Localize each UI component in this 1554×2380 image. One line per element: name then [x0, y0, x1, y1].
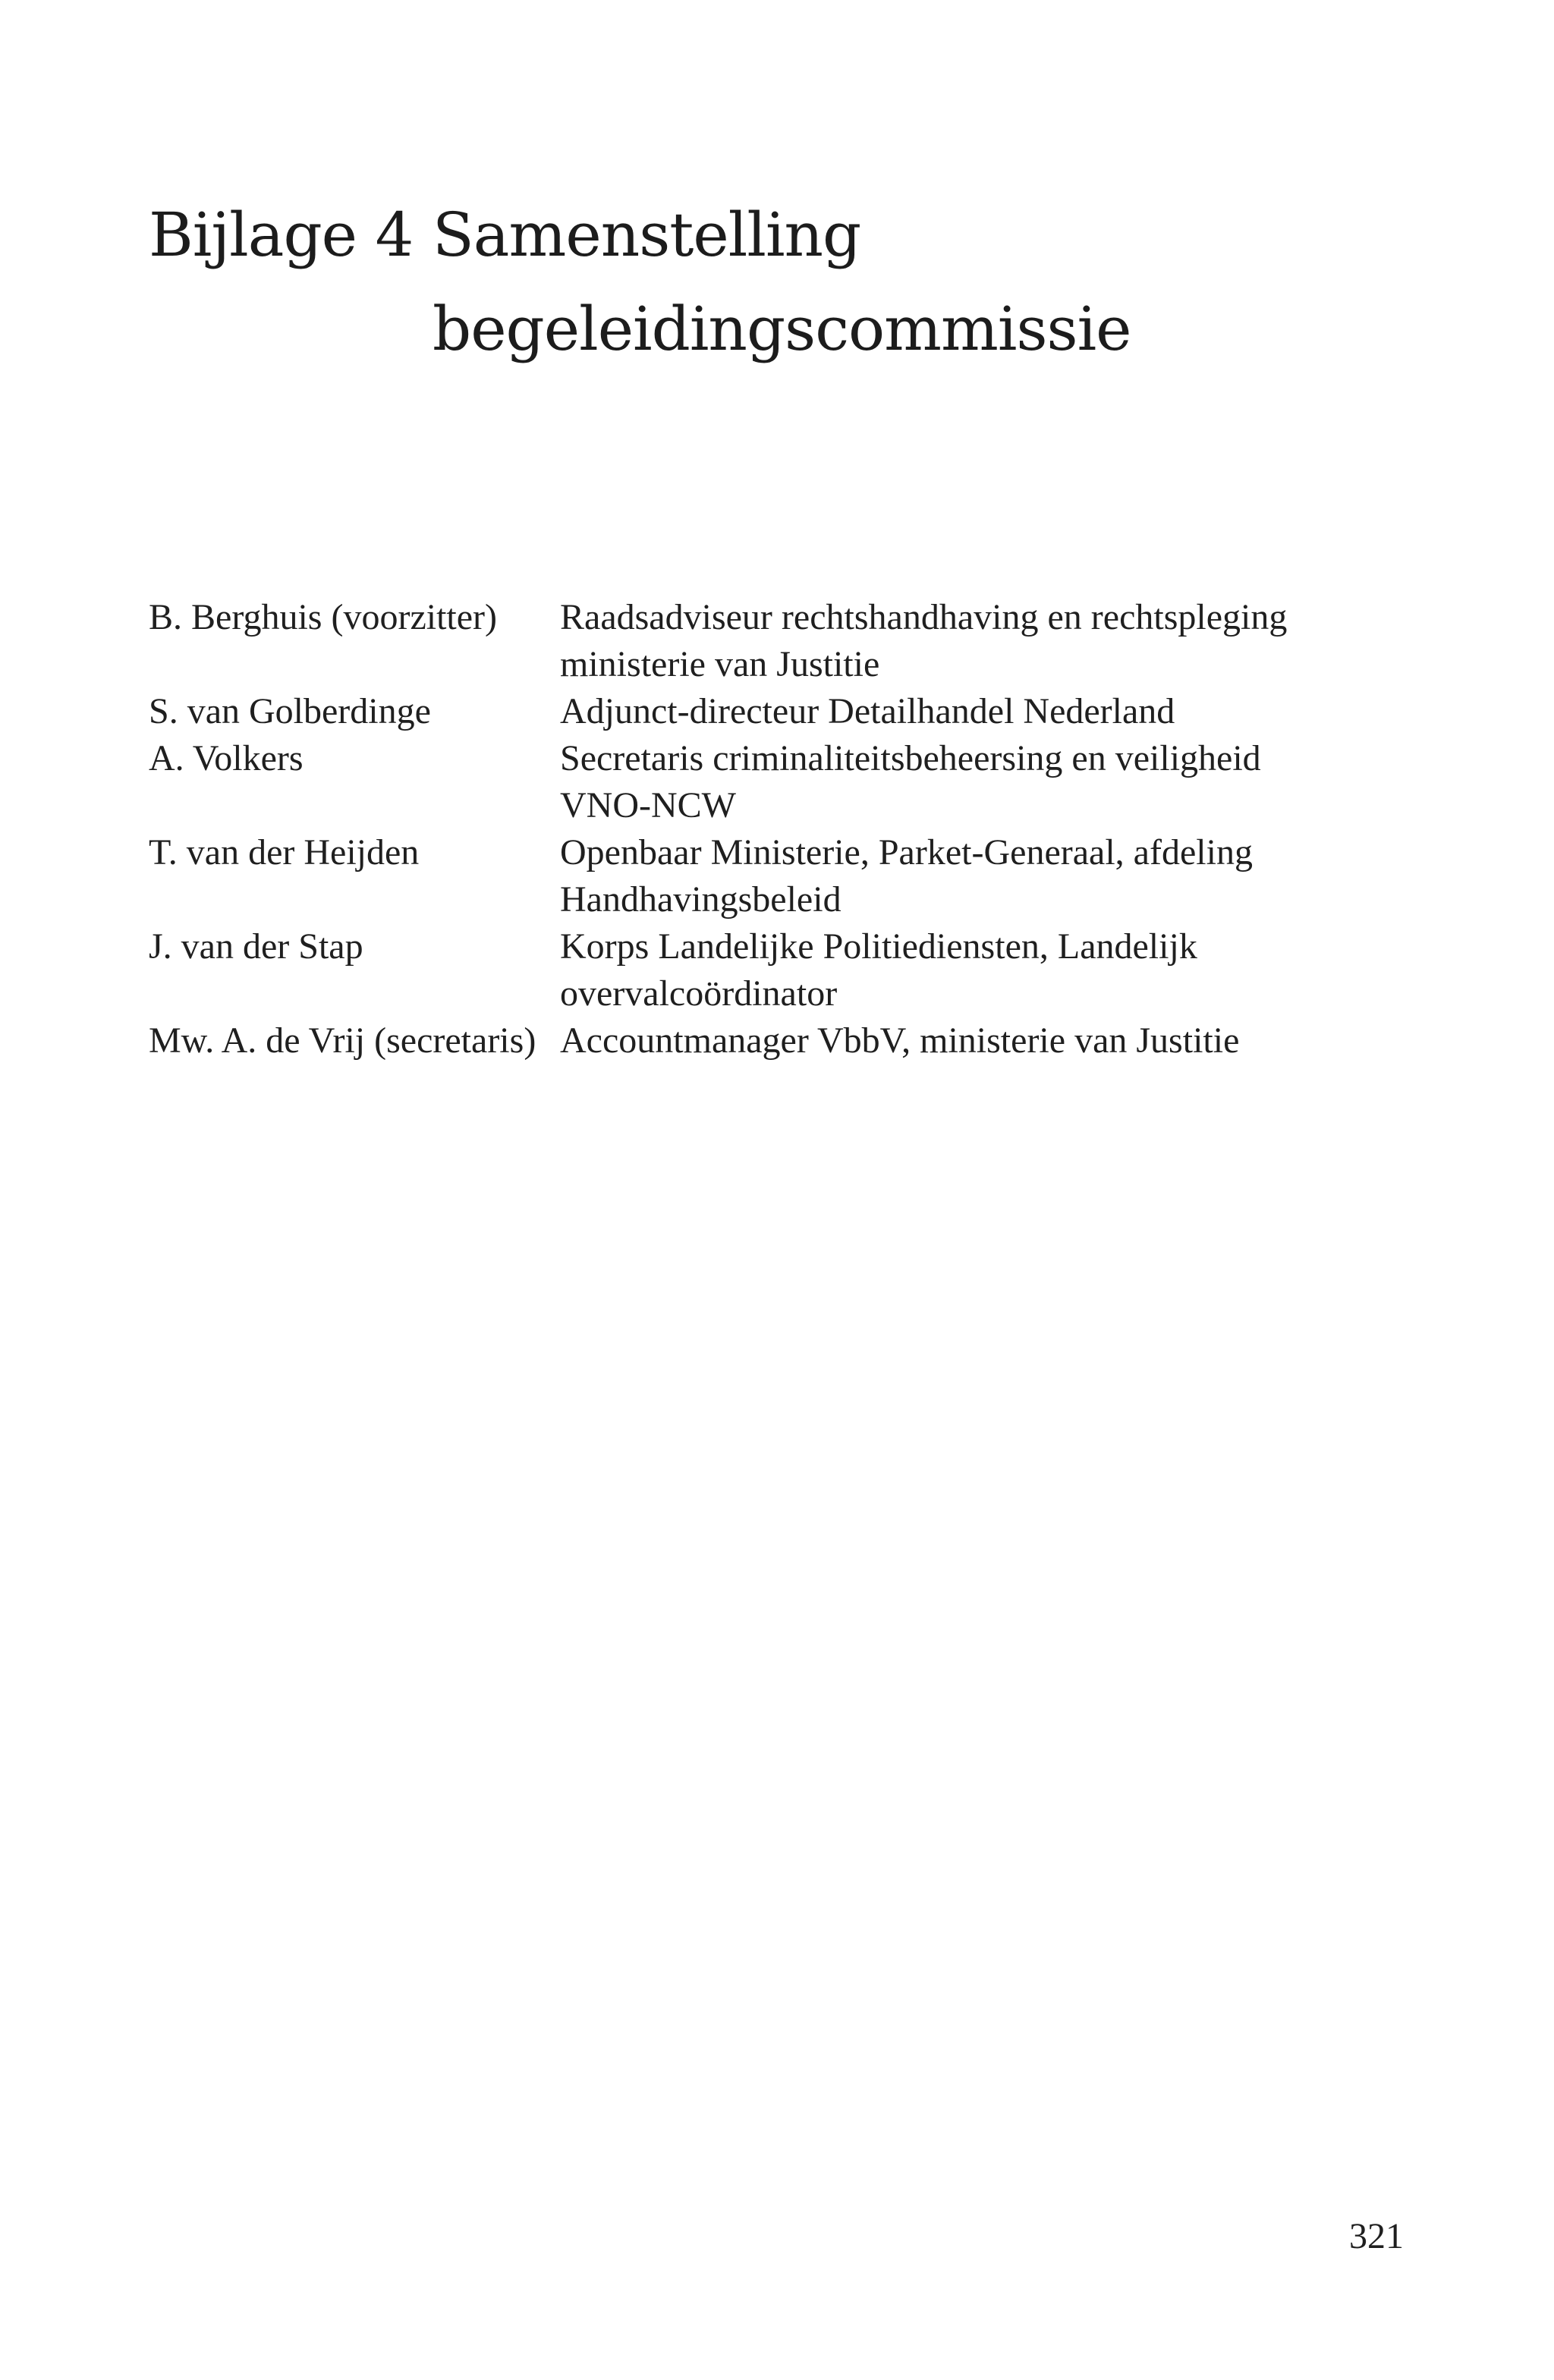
member-name: A. Volkers — [149, 738, 304, 778]
appendix-title — [433, 188, 1343, 376]
page-number: 321 — [1349, 2216, 1404, 2256]
member-row — [149, 923, 1408, 1017]
member-row — [149, 688, 1408, 735]
member-name: T. van der Heijden — [149, 832, 420, 872]
appendix-title-line-1: Samenstelling — [433, 200, 861, 270]
member-role-line: Openbaar Ministerie, Parket-Generaal, afdeling — [560, 832, 1253, 872]
member-name: B. Berghuis (voorzitter) — [149, 597, 498, 637]
member-role-line: Secretaris criminaliteitsbeheersing en veiligheid — [560, 738, 1261, 778]
member-role-line: Adjunct-directeur Detailhandel Nederland — [560, 691, 1175, 731]
member-row — [149, 1017, 1408, 1064]
member-role — [560, 688, 1408, 735]
member-name: Mw. A. de Vrij (secretaris) — [149, 1020, 536, 1061]
member-name: S. van Golberdinge — [149, 691, 431, 731]
member-role — [560, 923, 1408, 1017]
member-role — [560, 1017, 1408, 1064]
member-role — [560, 829, 1408, 923]
member-row — [149, 735, 1408, 829]
member-role-line: Raadsadviseur rechtshandhaving en rechtspleging — [560, 597, 1288, 637]
member-role-line: Accountmanager VbbV, ministerie van Justitie — [560, 1020, 1240, 1061]
committee-member-list — [149, 594, 1408, 1064]
member-role — [560, 594, 1408, 688]
member-role — [560, 735, 1408, 829]
member-role-line: Handhavingsbeleid — [560, 879, 841, 920]
member-role-line: ministerie van Justitie — [560, 644, 880, 684]
member-row — [149, 594, 1408, 688]
appendix-label: Bijlage 4 — [149, 200, 414, 270]
member-name: J. van der Stap — [149, 926, 363, 967]
member-role-line: overvalcoördinator — [560, 973, 838, 1014]
member-row — [149, 829, 1408, 923]
appendix-title-line-2: begeleidingscommissie — [433, 294, 1131, 364]
member-role-line: VNO-NCW — [560, 785, 736, 825]
member-role-line: Korps Landelijke Politiediensten, Landelijk — [560, 926, 1197, 967]
